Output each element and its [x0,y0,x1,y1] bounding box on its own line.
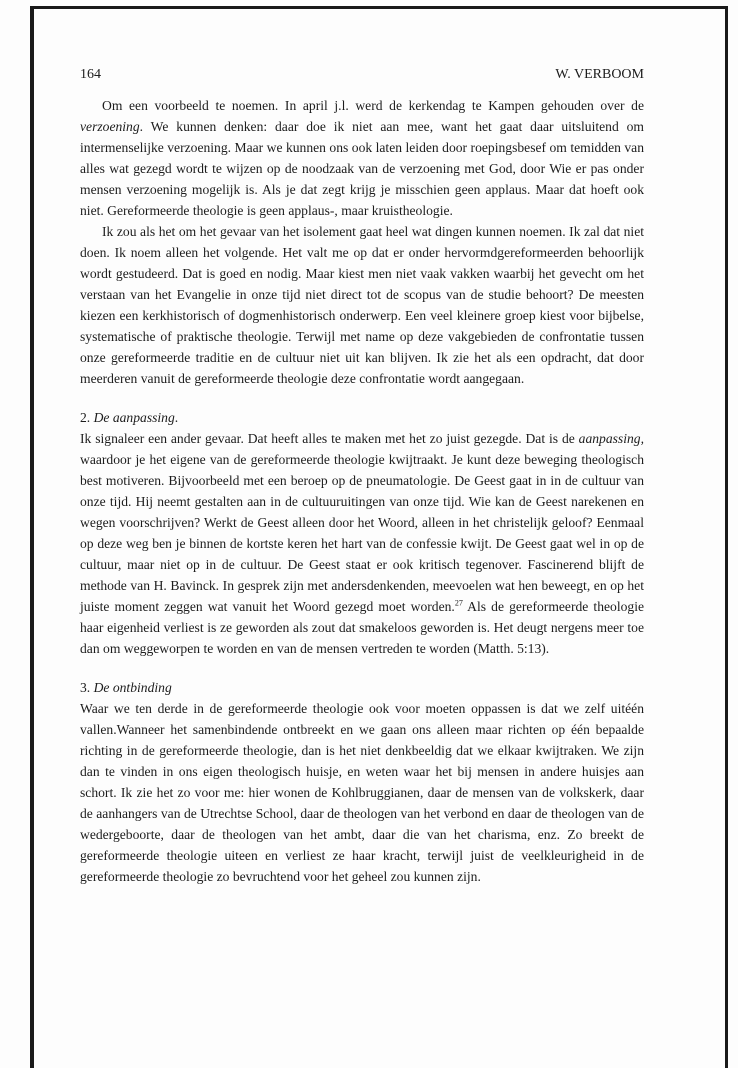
scan-edge-top [30,6,728,9]
paragraph-text: . We kunnen denken: daar doe ik niet aan mee, want het gaat daar uitsluitend om intermenselijke verzoening. Maar we kunnen ons ook laten leiden door roepingsbesef om temidden van alles wat gezegd wordt te wijzen op de noodzaak van de verzoening met God, door Wie er pas onder mensen verzoening mogelijk is. Als je dat zegt krijg je misschien geen applaus. Maar dat hoeft ook niet. Gereformeerde theologie is geen applaus-, maar kruistheologie. [80,119,644,218]
paragraph-text: Ik signaleer een ander gevaar. Dat heeft alles te maken met het zo juist gezegde. Dat is de [80,431,579,446]
scan-edge-left [30,6,34,1068]
running-author: W. VERBOOM [555,67,644,82]
section-title: De ontbinding [93,680,172,695]
section-heading-aanpassing [80,407,644,428]
section-title-end: . [174,410,179,425]
paragraph-isolement: Ik zou als het om het gevaar van het isolement gaat heel wat dingen kunnen noemen. Ik zal dat niet doen. Ik noem alleen het volgende. Het valt me op dat er onder hervormdgereformeerden behoorlijk wordt gestudeerd. Dat is goed en nodig. Maar kiest men niet vaak vakken waarbij het gevecht om het verstaan van het Evangelie in onze tijd niet direct tot de scopus van de studie behoort? De meesten kiezen een kerkhistorisch of dogmenhistorisch onderwerp. Een veel kleinere groep kiest voor bijbelse, systematische of praktische theologie. Terwijl met name op deze vakgebieden de confrontatie tussen onze gereformeerde traditie en de cultuur niet uit kan blijven. Ik zie het als een opdracht, dat door meerderen vanuit de gereformeerde theologie deze confrontatie wordt aangegaan. [80,224,644,386]
emphasis-text: aanpassing, [578,431,644,446]
section-heading-ontbinding [80,677,644,698]
paragraph-text: waardoor je het eigene van de gereformeerde theologie kwijtraakt. Je kunt deze beweging theologisch best motiveren. Bijvoorbeeld met een beroep op de pneumatologie. De Geest gaat in in de cultuur van onze tijd. Hij neemt gestalten aan in de cultuuruitingen van onze tijd. Wie kan de Geest narekenen en wegen voorschrijven? Werkt de Geest alleen door het Woord, alleen in het christelijk geloof? Eenmaal op deze weg ben je binnen de kortste keren het hart van de confessie kwijt. De Geest gaat wel in op de cultuur, maar niet op in de cultuur. De Geest staat er ook kritisch tegenover. Fascinerend blijft de methode van H. Bavinck. In gesprek zijn met andersdenkenden, meevoelen wat hen beweegt, en op het juiste moment zeggen wat vanuit het Woord gezegd moet worden. [80,452,644,614]
section-number: 3. [80,680,94,695]
paragraph-aanpassing [80,428,644,659]
paragraph-verzoening [80,95,644,221]
paragraph-ontbinding: Waar we ten derde in de gereformeerde theologie ook voor moeten oppassen is dat we zelf uitéén vallen.Wanneer het samenbindende ontbreekt en we gaan ons alleen maar richten op één bepaalde richting in de gereformeerde theologie, dan is het niet denkbeeldig dat we elkaar kwijtraken. We zijn dan te vinden in ons eigen theologisch huisje, en weten waar het bij mensen in andere huisjes aan schort. Ik zie het zo voor me: hier wonen de Kohlbruggianen, daar de mensen van de volkskerk, daar de aanhangers van de Utrechtse School, daar de theologen van het verbond en daar de theologen van de wedergeboorte, daar de theologen van het ambt, daar die van het charisma, enz. Zo breekt de gereformeerde theologie uiteen en verliest ze haar kracht, terwijl juist de veelkleurigheid in de gereformeerde theologie zo bevruchtend voor het geheel zou kunnen zijn. [80,701,644,884]
section-title: De aanpassing [93,410,175,425]
section-number: 2. [80,410,94,425]
paragraph-text: Om een voorbeeld te noemen. In april j.l. werd de kerkendag te Kampen gehouden over de [102,98,644,113]
emphasis-text: verzoening [80,119,140,134]
running-head [80,64,644,85]
paragraph-text: Als de gereformeerde theologie haar eigenheid verliest is ze geworden als zout dat smakeloos geworden is. Het deugt nergens meer toe dan om weggeworpen te worden en van de mensen vertreden te worden (Matth. 5:13). [80,599,644,656]
page-number: 164 [80,67,101,82]
footnote-marker: 27 [454,598,463,608]
scan-edge-right [725,6,728,1068]
page-body [80,64,644,887]
